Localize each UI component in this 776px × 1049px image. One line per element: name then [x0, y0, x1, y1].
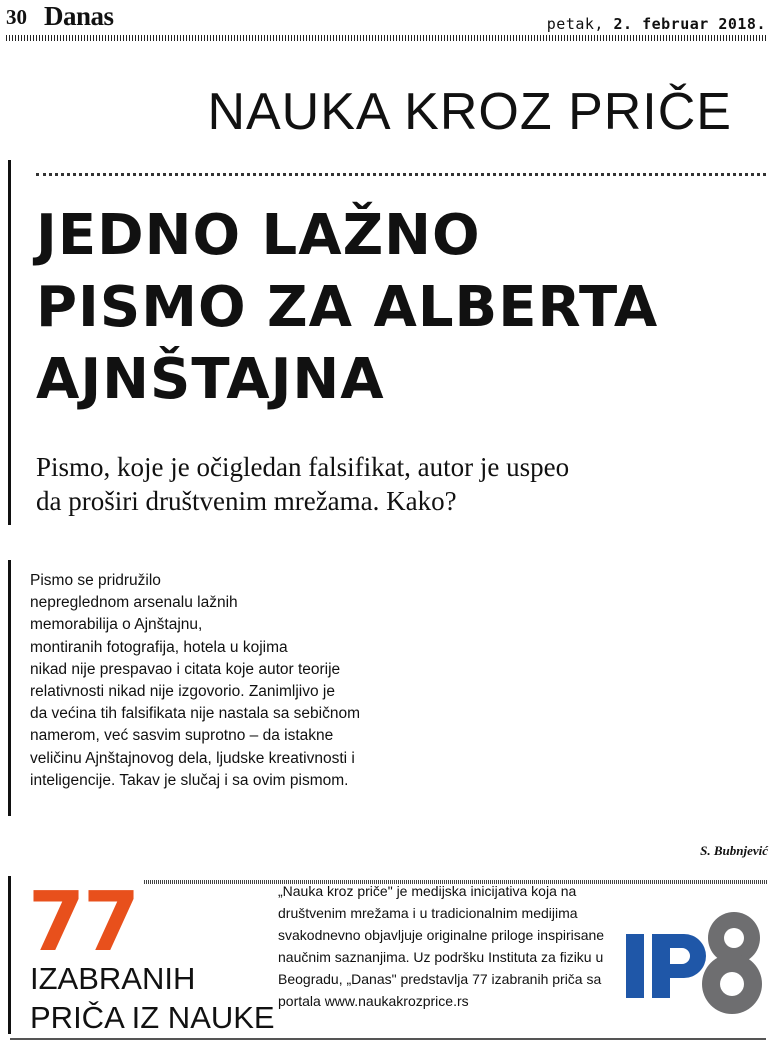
body-line: inteligencije. Takav je slučaj i sa ovim pismom.	[30, 771, 349, 789]
logo-eight-shape	[702, 912, 762, 1014]
section-divider	[36, 173, 766, 176]
body-line: nepreglednom arsenalu lažnih	[30, 594, 238, 612]
ip8-logo	[622, 908, 770, 1018]
body-line: memorabilija o Ajnštajnu,	[30, 616, 203, 634]
subhead-line: da proširi društvenim mrežama. Kako?	[36, 486, 457, 516]
page-number: 30	[6, 5, 27, 29]
issue-date	[547, 15, 766, 33]
promo-caption-line2: PRIČA IZ NAUKE	[30, 1000, 275, 1035]
promo-caption-line1: IZABRANIH	[30, 961, 196, 996]
logo-i-stroke	[626, 934, 644, 998]
body-line: montiranih fotografija, hotela u kojima	[30, 638, 288, 656]
date-main: 2. februar 2018.	[613, 15, 766, 33]
promo-text-line: naučnim saznanjima. Uz podršku Instituta za fiziku u	[278, 949, 604, 965]
body-line: Pismo se pridružilo	[30, 572, 161, 589]
headline-line: AJNŠTAJNA	[36, 347, 385, 412]
bottom-rule	[10, 1038, 766, 1040]
header-rule	[6, 35, 768, 41]
body-line: namerom, već sasvim suprotno – da istakne	[30, 727, 334, 745]
headline-accent-bar	[8, 160, 11, 525]
logo-p-shape	[652, 934, 706, 998]
body-accent-bar	[8, 560, 11, 816]
body-line: da većina tih falsifikata nije nastala sa sebičnom	[30, 705, 360, 723]
body-line: relativnosti nikad nije izgovorio. Zanimljivo je	[30, 683, 335, 701]
subhead-line: Pismo, koje je očigledan falsifikat, autor je uspeo	[36, 452, 570, 482]
promo-text-line: Beogradu, „Danas" predstavlja 77 izabranih priča sa	[278, 971, 602, 987]
headline-line: PISMO ZA ALBERTA	[36, 275, 659, 340]
promo-description	[278, 880, 608, 1012]
article-body	[30, 570, 390, 792]
headline-line: JEDNO LAŽNO	[36, 203, 481, 268]
promo-text-line: „Nauka kroz priče" je medijska inicijativa koja na	[278, 883, 577, 899]
byline: S. Bubnjević	[700, 843, 768, 858]
date-prefix: petak,	[546, 15, 614, 33]
headline	[36, 200, 756, 416]
body-line: nikad nije prespavao i citata koje autor teorije	[30, 660, 341, 678]
promo-text-line: portala www.naukakrozprice.rs	[278, 993, 469, 1009]
body-line: veličinu Ajnštajnovog dela, ljudske kreativnosti i	[30, 749, 355, 767]
promo-text-line: društvenim mrežama i u tradicionalnim medijima	[278, 905, 578, 921]
section-title: NAUKA KROZ PRIČE	[207, 83, 732, 141]
newspaper-logo: Danas	[44, 1, 114, 31]
promo-accent-bar	[8, 876, 11, 1034]
promo-number: 77	[28, 875, 139, 970]
promo-text-line: svakodnevno objavljuje originalne priloge inspirisane	[278, 927, 605, 943]
subheadline	[36, 450, 736, 518]
